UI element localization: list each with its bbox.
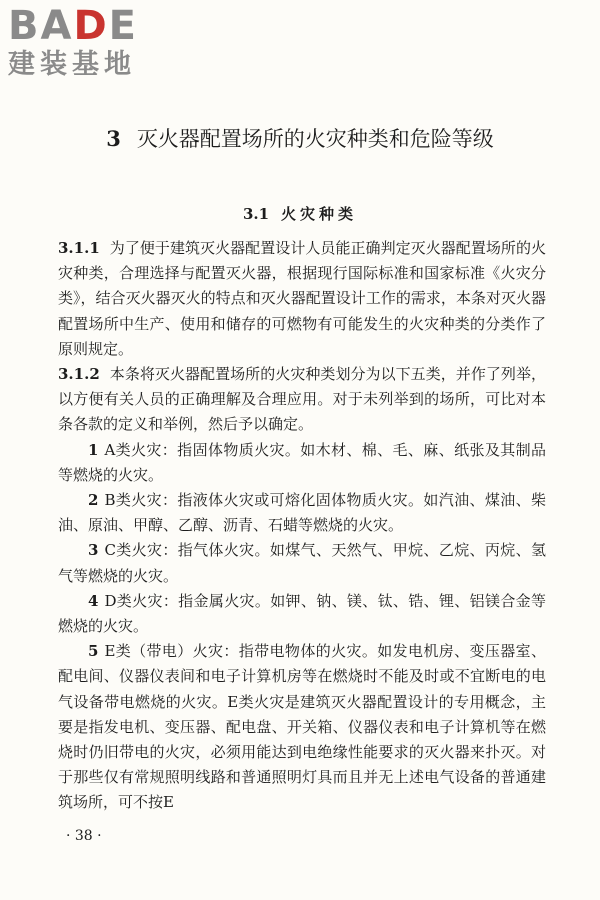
- clause-number: 3.1.2: [58, 365, 100, 384]
- item-number: 3: [88, 541, 99, 560]
- logo-wordmark-left: BA: [8, 3, 74, 49]
- clause-text: 本条将灭火器配置场所的火灾种类划分为以下五类，并作了列举，以方便有关人员的正确理解及合理应用。对于未列举到的场所，可比对本条各款的定义和举例，然后予以确定。: [58, 365, 546, 434]
- page-number: · 38 ·: [66, 828, 102, 844]
- clause-paragraph: [58, 362, 546, 438]
- item-text: D类火灾：指金属火灾。如钾、钠、镁、钛、锆、锂、铝镁合金等燃烧的火灾。: [58, 591, 546, 636]
- section-number: 3.1: [242, 205, 270, 223]
- clause-number: 3.1.1: [58, 239, 100, 257]
- item-paragraph: [58, 589, 546, 639]
- item-paragraph: [58, 488, 546, 538]
- logo-wordmark-right: E: [108, 3, 138, 49]
- item-number: 2: [88, 491, 99, 510]
- logo-wordmark-accent: D: [73, 3, 109, 49]
- item-number: 1: [88, 440, 99, 459]
- chapter-heading: [0, 124, 600, 154]
- item-text: C类火灾：指气体火灾。如煤气、天然气、甲烷、乙烷、丙烷、氢气等燃烧的火灾。: [58, 541, 546, 585]
- logo-wordmark: [8, 4, 178, 48]
- item-paragraph: [58, 438, 546, 488]
- item-text: A类火灾：指固体物质火灾。如木材、棉、毛、麻、纸张及其制品等燃烧的火灾。: [58, 440, 546, 484]
- item-number: 4: [88, 591, 99, 610]
- item-text: E类（带电）火灾：指带电物体的火灾。如发电机房、变压器室、配电间、仪器仪表间和电子计算机房等在燃烧时不能及时或不宜断电的电气设备带电燃烧的火灾。E类火灾是建筑灭火器配置设计的专用概念，主要是指发电机、变压器、配电盘、开关箱、仪器仪表和电子计算机等在燃烧时仍旧带电的火灾，必须用能达到电绝缘性能要求的灭火器来扑灭。对于那些仅有常规照明线路和普通照明灯具而且并无上述电气设备的普通建筑场所，可不按E: [58, 642, 546, 812]
- chapter-title: 灭火器配置场所的火灾种类和危险等级: [136, 127, 494, 151]
- item-paragraph: [58, 639, 546, 815]
- item-text: B类火灾：指液体火灾或可熔化固体物质火灾。如汽油、煤油、柴油、原油、甲醇、乙醇、沥青、石蜡等燃烧的火灾。: [58, 491, 546, 535]
- chapter-number: 3: [106, 126, 121, 151]
- clause-text: 为了便于建筑灭火器配置设计人员能正确判定灭火器配置场所的火灾种类，合理选择与配置灭火器，根据现行国际标准和国家标准《火灾分类》，结合灭火器灭火的特点和灭火器配置设计工作的需求，本条对灭火器配置场所中生产、使用和储存的可燃物有可能发生的火灾种类的分类作了原则规定。: [58, 239, 546, 358]
- item-number: 5: [88, 642, 99, 661]
- bade-logo: [8, 4, 178, 90]
- section-heading: [0, 202, 600, 226]
- clause-paragraph: [58, 236, 546, 362]
- logo-subtitle: 建装基地: [8, 49, 136, 80]
- item-paragraph: [58, 538, 546, 588]
- section-title: 火灾种类: [281, 205, 358, 223]
- body-text: [58, 236, 546, 816]
